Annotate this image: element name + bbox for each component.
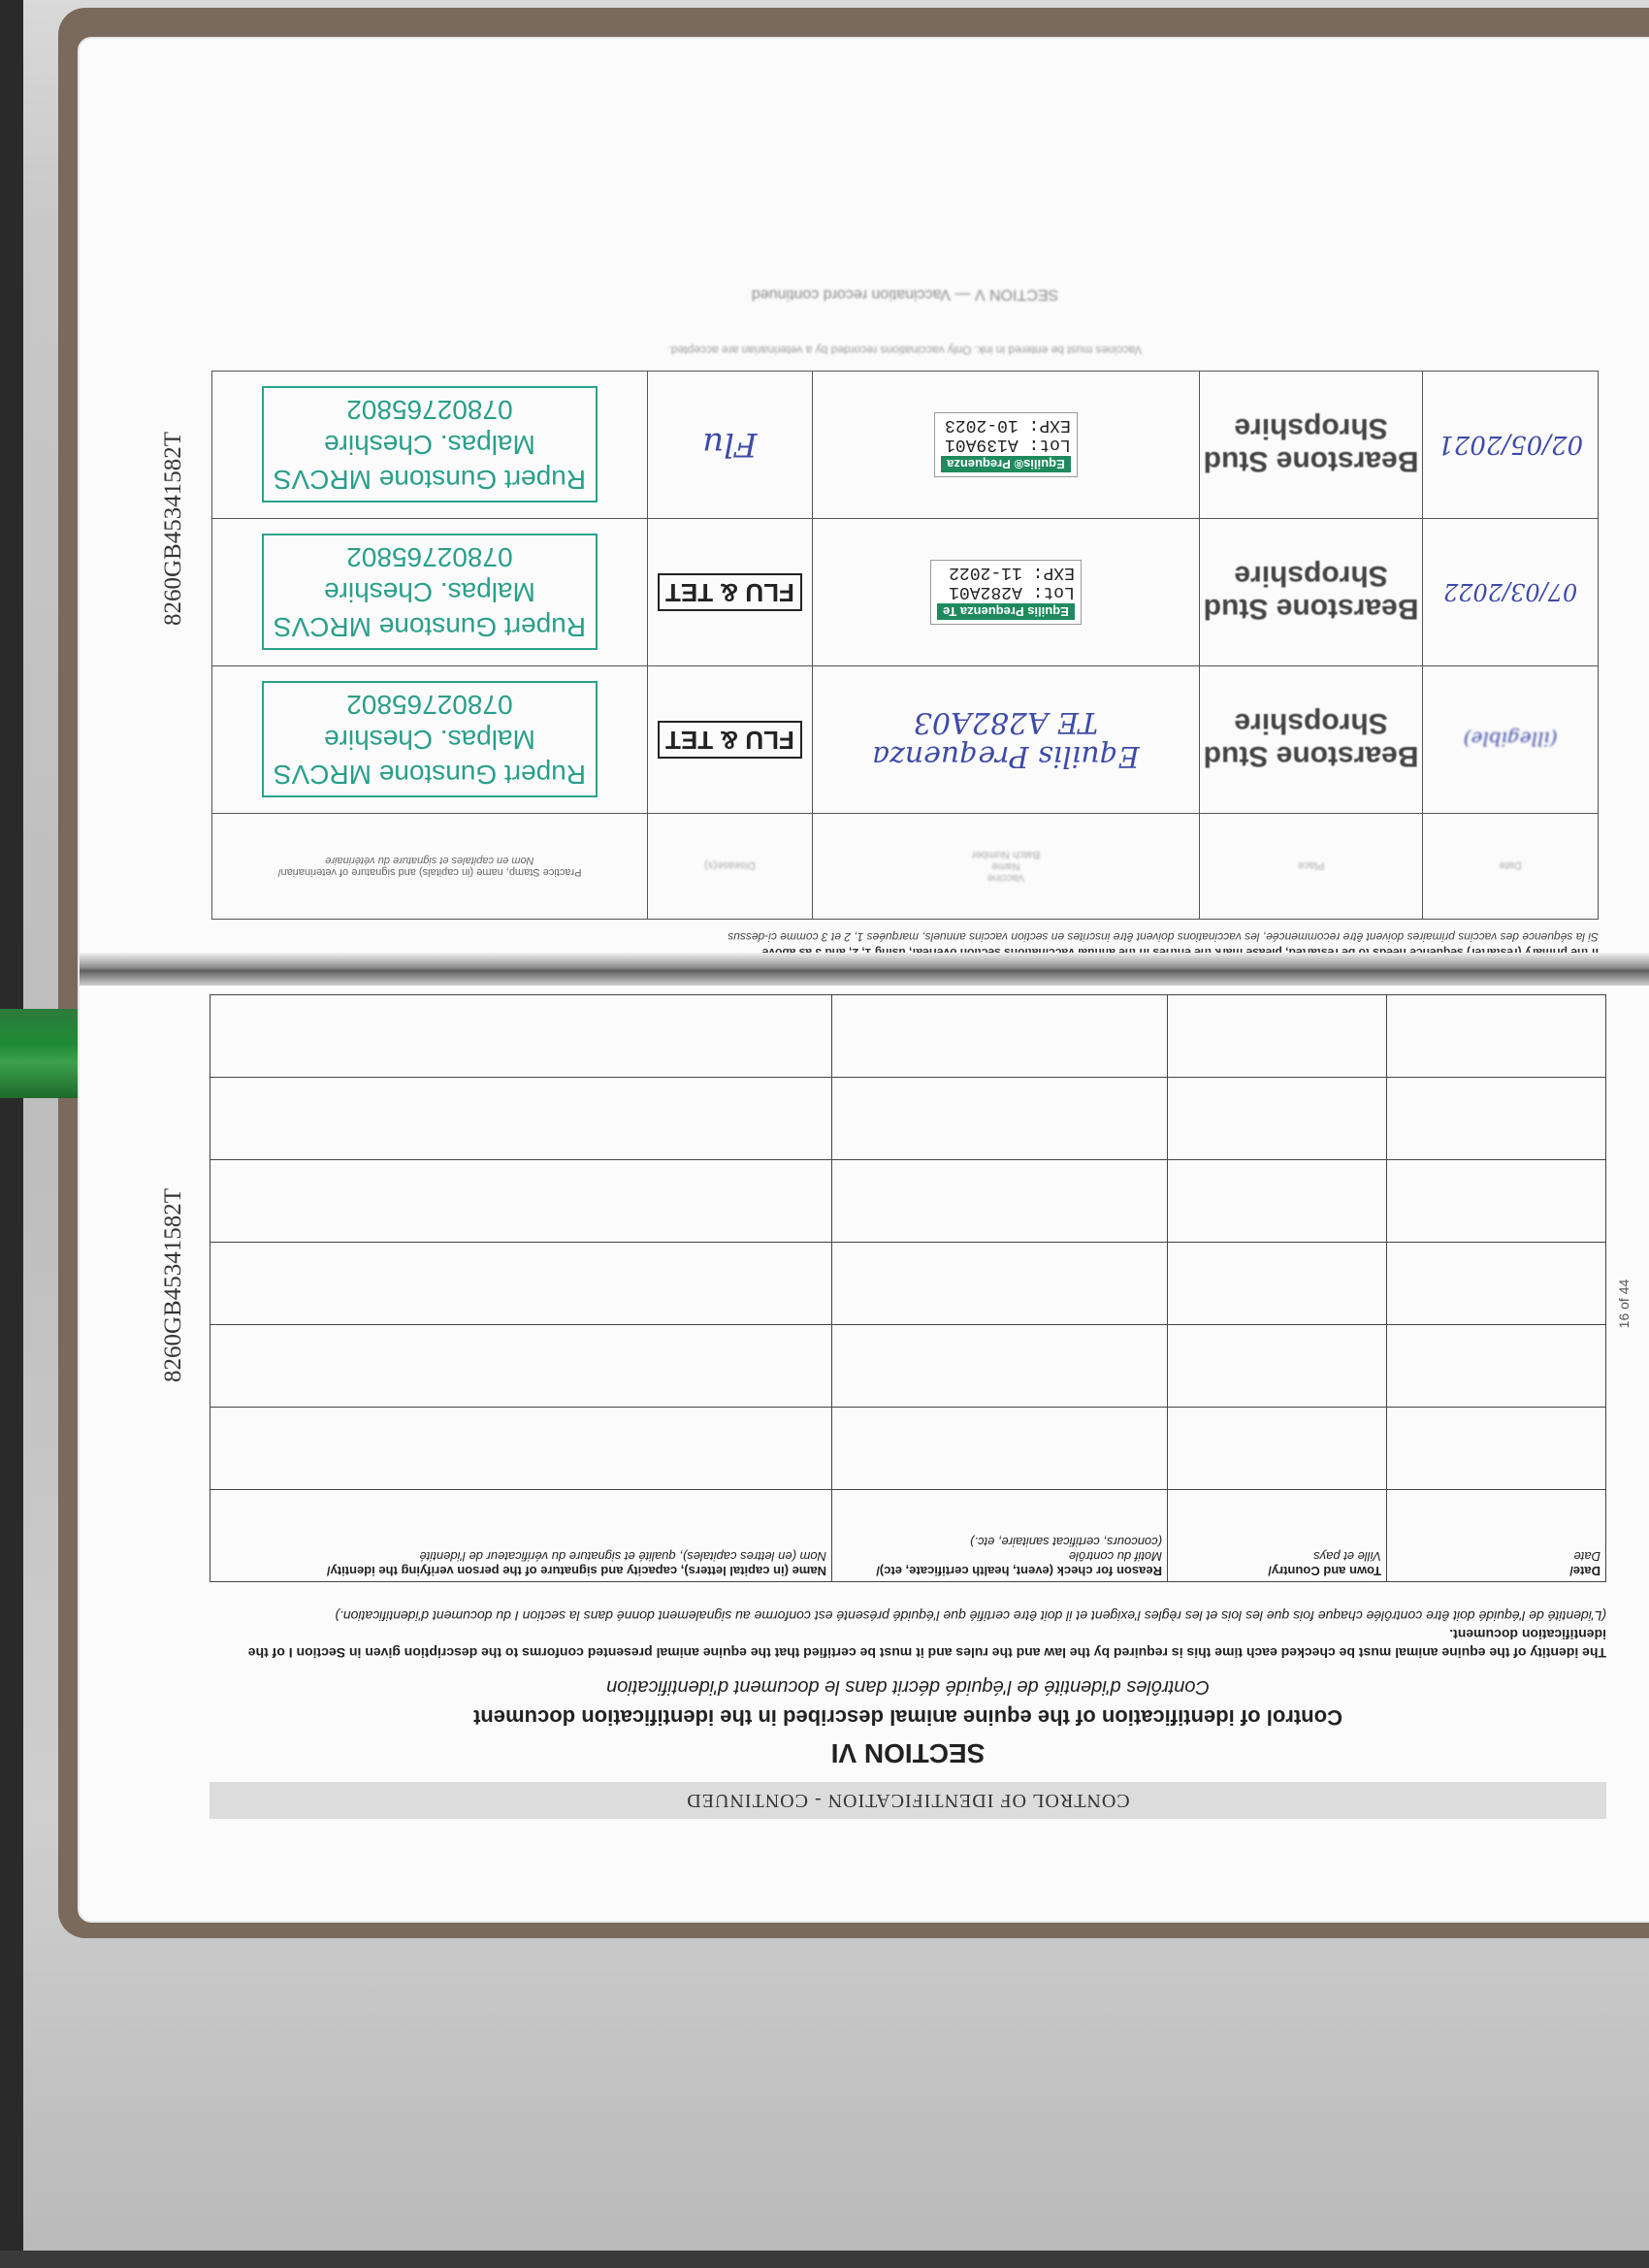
batch-exp: EXP: 11-2022	[949, 562, 1075, 582]
vac-vet-stamp	[212, 372, 648, 519]
table-row	[210, 1408, 1606, 1490]
table-row	[210, 1078, 1606, 1160]
stamp-vet-name: Rupert Gunstone MRCVS	[273, 612, 586, 643]
header-stamp-label: Practice Stamp, name (in capitals) and signature of veterinarian/	[277, 865, 582, 878]
header-disease-label: Disease(s)	[704, 859, 756, 871]
vac-date: 07/03/2022	[1423, 518, 1599, 665]
upper-footer-title: SECTION V — Vaccination record continued	[751, 286, 1059, 303]
header-disease	[647, 813, 812, 919]
section-title: SECTION VI	[830, 1738, 986, 1768]
stamp-vet-place: Malpas. Cheshire	[324, 430, 535, 461]
batch-lot: Lot: A139A01	[945, 434, 1071, 454]
batch-exp: EXP: 10-2023	[945, 414, 1071, 435]
scanner-edge-bottom	[0, 2251, 1649, 2268]
header-vaccine-label: Vaccine	[986, 871, 1025, 884]
vac-batch	[812, 518, 1199, 665]
instruction-fr: (L'identité de l'équidé doit être contrôlée chaque fois que les lois et les règles l'exigent et il doit être certifié que l'équidé présenté est conforme au signalement donné dans la section I du document d'identification.)	[335, 1608, 1606, 1624]
batch-brand: Equilis Prequenza Te	[937, 603, 1075, 620]
header-date: Date	[1423, 813, 1599, 919]
header-vaccine	[812, 813, 1199, 919]
header-batch-label: Batch Number	[971, 848, 1041, 860]
batch-brand: Equilis® Prequenza	[941, 456, 1071, 472]
table-row	[210, 1243, 1606, 1325]
col-verifier: Name (in capital letters), capacity and signature of the person verifying the identity/ Nom (en lettres capitales), qualité et signature du vérificateur de l'identité	[210, 1490, 832, 1582]
col-date: Date/ Date	[1387, 1490, 1606, 1582]
table-header-row	[210, 1490, 1606, 1582]
vac-disease	[647, 665, 812, 813]
col-town-country: Town and Country/ Ville et pays	[1168, 1490, 1387, 1582]
vac-place: Bearstone Stud Shropshire	[1199, 518, 1422, 665]
stamp-vet-place: Malpas. Cheshire	[324, 725, 535, 756]
vac-batch	[812, 665, 1199, 813]
vac-batch	[812, 372, 1199, 519]
handwritten-disease: Flu	[702, 425, 758, 465]
flu-tet-stamp: FLU & TET	[658, 721, 802, 759]
upper-footer-note: Vaccines must be entered in ink. Only vaccinations recorded by a veterinarian are accepted.	[667, 343, 1143, 357]
vac-date: 02/05/2021	[1423, 372, 1599, 519]
vac-disease	[647, 372, 812, 519]
vaccination-row	[212, 665, 1599, 813]
vaccination-row	[212, 518, 1599, 665]
vac-disease	[647, 518, 812, 665]
header-stamp	[212, 813, 648, 919]
vet-practice-stamp	[262, 681, 598, 797]
table-row	[210, 1160, 1606, 1243]
scanner-edge-left	[0, 0, 23, 2268]
vac-batch-brand: Equilis Prequenza	[872, 739, 1140, 774]
vac-vet-stamp	[212, 518, 648, 665]
vaccination-row	[212, 372, 1599, 519]
vet-practice-stamp	[262, 534, 598, 650]
col-reason: Reason for check (event, health certificate, etc)/ Motif du contrôle (concours, certificat sanitaire, etc.)	[832, 1490, 1168, 1582]
page-gutter	[80, 953, 1649, 986]
serial-number-lower: 8260GB45341582T	[160, 1188, 186, 1382]
upper-page-footer	[211, 285, 1599, 359]
section-subtitle-en: Control of identification of the equine animal described in the identification document	[473, 1705, 1342, 1730]
vac-place: Bearstone Stud Shropshire	[1199, 665, 1422, 813]
batch-sticker	[930, 560, 1082, 625]
table-row	[210, 1325, 1606, 1408]
stamp-vet-place: Malpas. Cheshire	[324, 577, 535, 608]
vet-practice-stamp	[262, 386, 598, 502]
header-name-label: Name	[991, 859, 1020, 872]
upper-page-vaccinations	[211, 146, 1599, 960]
stamp-vet-phone: 07802765802	[346, 542, 513, 573]
stamp-vet-phone: 07802765802	[346, 690, 513, 721]
section-instructions	[210, 1606, 1606, 1662]
page-number: 16 of 44	[1616, 1279, 1632, 1329]
batch-sticker	[934, 412, 1078, 477]
stamp-vet-phone: 07802765802	[346, 395, 513, 426]
identity-check-table	[210, 994, 1606, 1582]
table-row	[210, 995, 1606, 1078]
vaccination-table	[211, 371, 1599, 920]
vac-date: (illegible)	[1423, 665, 1599, 813]
stamp-vet-name: Rupert Gunstone MRCVS	[273, 760, 586, 791]
batch-lot: Lot: A282A01	[949, 581, 1075, 601]
vac-vet-stamp	[212, 665, 648, 813]
vac-place: Bearstone Stud Shropshire	[1199, 372, 1422, 519]
instruction-line-fr: Si la séquence des vaccins primaires doivent être recommencée, les vaccinations doivent être inscrites en section vaccins annuels, marquées 1, 2 et 3 comme ci-dessus	[728, 930, 1599, 944]
stamp-vet-name: Rupert Gunstone MRCVS	[273, 465, 586, 496]
header-stamp-label-fr: Nom en capitales et signature du vétérinaire	[325, 854, 534, 866]
vac-batch-lot: TE A282A03	[913, 705, 1099, 740]
header-place: Place	[1199, 813, 1422, 919]
lower-page-section-vi	[210, 985, 1606, 1819]
serial-number-upper: 8260GB45341582T	[160, 432, 186, 626]
section-subtitle-fr: Contrôles d'identité de l'équidé décrit dans le document d'identification	[606, 1676, 1210, 1698]
section-banner: CONTROL OF IDENTIFICATION - CONTINUED	[210, 1782, 1606, 1819]
flu-tet-stamp: FLU & TET	[658, 573, 802, 611]
instruction-en: The identity of the equine animal must be checked each time this is required by the law and the rules and it must be certified that the equine animal presented conforms to the description given in Section I of the identification document.	[247, 1627, 1606, 1661]
